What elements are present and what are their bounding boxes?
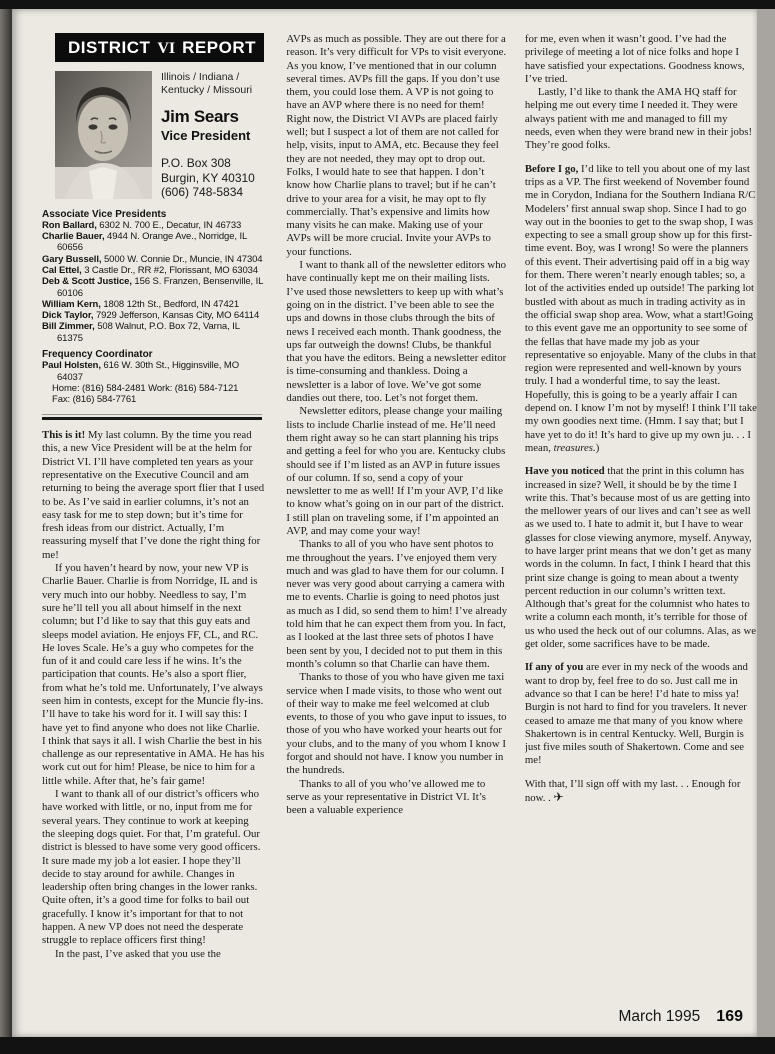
vp-info-block bbox=[55, 71, 264, 200]
frequency-contact-line: Fax: (816) 584-7761 bbox=[52, 394, 137, 406]
text-column-2 bbox=[286, 33, 508, 1037]
page-columns bbox=[12, 9, 757, 1037]
vp-text-block bbox=[161, 71, 264, 200]
paragraph: With that, I’ll sign off with my last. . . Enough for now. . ✈ bbox=[524, 777, 741, 805]
column-left bbox=[42, 33, 264, 1037]
officer-entry: Cal Ettel, 3 Castle Dr., RR #2, Florissant, MO 63034 bbox=[42, 264, 259, 276]
paragraph: If you haven’t heard by now, your new VP is Charlie Bauer. Charlie is from Norridge, IL and is very much into our hobby. Needless to say, I’m sure he’ll tell you all about himself in the next column; but I’d like to say that this guy eats and sleeps model aviation. He enjoys FF, CL, and RC. He loves Scale. He’s a guy who competes for the fun of it and could care less if he wins. It’s the participation that counts. He’s also a sport flier, from what he’s told me. Unfortunately, I’ve always seen him in contests, except for the Muncie fly-ins. I’ll have to take his word for it. I will say this: I have yet to find anyone who does not like Charlie. I think that says it all. I wish Charlie the best in his challenge as our representative in AMA. He has his work cut out for him! Please, be nice to him for a little while. After that, he’s fair game! bbox=[42, 562, 265, 787]
officer-entry: Charlie Bauer, 4944 N. Orange Ave., Norridge, IL 60656 bbox=[42, 231, 247, 254]
paragraph: Thanks to those of you who have given me taxi service when I made visits, to those who went out of their way to make me feel welcomed at club events, to those of you who gave input to issues, to those of you who have worked your hearts out for your clubs, and to the many of you whom I know I forgot and should not have. I know you number in the hundreds. bbox=[286, 671, 507, 777]
officer-entry: Dick Taylor, 7929 Jefferson, Kansas City, MO 64114 bbox=[42, 310, 260, 322]
vp-name: Jim Sears bbox=[161, 107, 239, 126]
address-line: P.O. Box 308 bbox=[161, 156, 231, 170]
paragraph: Newsletter editors, please change your mailing lists to include Charlie instead of me. He’ll need them right away so he can start planning his trips and getting a feel for who you are. Kentucky clubs should see if I’m listed as an AVP in future issues of our column. If so, send a copy of your newsletter to me as well! If I’m your AVP, I’d like to know what’s going on in our part of the district. I still plan on traveling some, if I’m appointed an AVP, and may come your way! bbox=[286, 405, 506, 537]
officer-entry: Paul Holsten, 616 W. 30th St., Higginsville, MO 64037 bbox=[42, 360, 239, 383]
scan-bottom-border bbox=[0, 1037, 775, 1054]
section-divider bbox=[42, 414, 262, 421]
scan-left-edge bbox=[0, 9, 12, 1037]
region-label: Illinois / Indiana / Kentucky / Missouri bbox=[161, 71, 253, 96]
officer-entry: Gary Bussell, 5000 W. Connie Dr., Muncie, IN 47304 bbox=[42, 253, 263, 265]
paragraph: Have you noticed that the print in this column has increased in size? Well, it should be by the time I write this. That’s because most of us are getting into the mellower years of our lives and can’t see as well as we used to. I hate to admit it, but I have to wear glasses for close viewing anymore, myself. Anyway, to have larger print means that we don’t get as many words in the column. In fact, I think I heard that this print size change is going to mean about a twenty percent reduction in our column’s written text. Although that’s great for the columnist who hates to write a column each month, it’s terrible for those of us who used the heck out of our columns. Alas, as we get older, some sacrifices have to be made. bbox=[524, 465, 757, 651]
paragraph: If any of you are ever in my neck of the woods and want to drop by, feel free to do so. Just call me in advance so that I can be here! I’d hate to miss ya! Burgin is not hard to find for you travelers. It never ceased to amaze me that many of you know where Shakertown is in central Kentucky. Well, Burgin is just five miles south of Shakertown. Come and see me! bbox=[524, 661, 748, 767]
address-line: (606) 748-5834 bbox=[161, 185, 244, 199]
paragraph: Thanks to all of you who have sent photos to me throughout the years. I’ve enjoyed them very much and was glad to have them for our column. I never was very good about carrying a camera with me to events. Charlie is going to need photos just as much as I did, so send them to him! I’ve already told him that he can expect them from you. In fact, as I looked at the last three sets of photos I have been sent by you, I decided not to put them in this month’s column so that Charlie can have them. bbox=[286, 538, 508, 670]
banner-word-vi: VI bbox=[157, 40, 176, 57]
frequency-heading: Frequency Coordinator bbox=[42, 349, 153, 361]
paragraph: Thanks to all of you who’ve allowed me to serve as your representative in District VI. It’s been a valuable experience bbox=[286, 777, 486, 817]
avp-heading: Associate Vice Presidents bbox=[42, 208, 167, 220]
officer-entry: William Kern, 1808 12th St., Bedford, IN 47421 bbox=[42, 298, 240, 310]
paragraph: In the past, I’ve asked that you use the bbox=[55, 947, 221, 960]
page-footer bbox=[618, 1008, 743, 1026]
officer-entry: Ron Ballard, 6302 N. 700 E., Decatur, IN 46733 bbox=[42, 219, 242, 231]
paragraph: for me, even when it wasn’t good. I’ve had the privilege of meeting a lot of nice folks and hope I have satisfied your expectations. Goodness knows, I’ve tried. bbox=[524, 33, 745, 85]
frequency-list bbox=[42, 360, 264, 405]
footer-issue-date: March 1995 bbox=[618, 1008, 701, 1025]
banner-word-report: REPORT bbox=[182, 38, 256, 57]
text-column-1 bbox=[42, 429, 264, 1037]
paragraph: This is it! My last column. By the time you read this, a new Vice President will be at the helm for District VI. I’ll have completed ten years as your representative on the Executive Council and am returning to being the average sport flier that I used to be. As I’ve said in earlier columns, it’s not an easy task for me to step down; but it’s time for fresh ideas from our district. Actually, I’m reassuring myself that I’ve done the right thing for me! bbox=[42, 429, 265, 561]
banner-word-district: DISTRICT bbox=[67, 38, 151, 57]
avp-list bbox=[42, 220, 264, 344]
magazine-page bbox=[12, 9, 757, 1037]
vp-photo bbox=[55, 71, 152, 199]
scan-top-border bbox=[0, 0, 775, 9]
address-line: Burgin, KY 40310 bbox=[161, 170, 255, 185]
officer-entry: Bill Zimmer, 508 Walnut, P.O. Box 72, Varna, IL 61375 bbox=[42, 321, 240, 344]
text-column-3 bbox=[525, 33, 757, 1037]
paragraph: I want to thank all of our district’s officers who have worked with little, or no, input from me for several years. They continue to work at keeping the sleeping dogs quiet. For that, I’m grateful. Our district is blessed to have some very good officers. It sure made my job a lot easier. I hope they’ll decide to stay around for awhile. Changes in leadership often bring changes in the lower ranks. Quite often, it’s a good time for folks to bail out gracefully. I know it’s important for that to not happen. A new VP does not need the desperate struggle to replace officers first thing! bbox=[42, 788, 261, 947]
officer-entry: Deb & Scott Justice, 156 S. Franzen, Bensenville, IL 60106 bbox=[42, 276, 263, 299]
paragraph: AVPs as much as possible. They are out there for a reason. It’s very difficult for VPs to visit everyone. As you know, I’ve mentioned that in our column several times. AVPs fill the gaps. If you don’t use them, you could lose them. A VP is not going to have an AVP where there is no need for them! Right now, the District VI AVPs are placed fairly well; but I suspect a lot of them are not called for help, visits, input to AMA, etc. Because they feel they are not needed, they may opt to drop out. Folks, I would hate to see that happen. I don’t know how Charlie plans to travel; but if he can’t drive to your area for a visit, he may opt to fly commercially. That’s expensive and limits how many visits he can make. Making use of your AVPs will be more crucial. Invite your AVPs to your functions. bbox=[286, 33, 507, 258]
footer-page-number: 169 bbox=[716, 1008, 743, 1025]
paragraph: Lastly, I’d like to thank the AMA HQ staff for helping me out every time I needed it. They were always patient with me and managed to fill my needs, even when they were brand new in their jobs! They’re good folks. bbox=[524, 86, 753, 152]
vp-title: Vice President bbox=[161, 128, 251, 143]
frequency-contact-line: Home: (816) 584-2481 Work: (816) 584-7121 bbox=[52, 382, 239, 394]
vp-address bbox=[161, 156, 264, 200]
report-banner bbox=[55, 33, 264, 62]
paragraph: Before I go, I’d like to tell you about one of my last trips as a VP. The first weekend of November found me in Corydon, Indiana for the Southern Indiana R/C Modelers’ first annual swap shop. Since I had to go way out in the boonies to get to the swap shop, I was expecting to see a small group show up for this first-time event. Boy, was I wrong! So were the planners of this event. Their advertising paid off in a big way for them. There weren’t nearly enough tables; so, a lot of the activities ended up outside! The parking lot bustled with about as much in trading activity as in the official swap shop area. Wow, what a start!Going to this event gave me an opportunity to see some of the fellas that have made my job as your representative so enjoyable. Many of the clubs in that region were represented and well-known by yours truly. I had a wonderful time, to say the least. Hopefully, this is going to be a yearly affair I can depend on. I know I’m not by myself! I think I’ll take my own goodies next time. (Hmm. I say that; but I have yet to do it! It’s hard to give up my own ju. . . I mean, treasures.) bbox=[524, 162, 757, 454]
officers-section bbox=[42, 209, 264, 406]
paragraph: I want to thank all of the newsletter editors who have continually kept me on their mailing lists. I’ve used those newsletters to keep up with what’s going on in the district. I’ve been able to see the ups and downs in those clubs through the bits of news I received each month. Thank goodness, the ups far outweigh the downs! Clubs, be thankful that you have the editors. Being a newsletter editor is time-consuming and thankless. Doing a newsletter is a labor of love. We’ve got some dandies out there, too. Let’s not forget them. bbox=[286, 259, 507, 405]
airplane-icon: ✈ bbox=[553, 790, 564, 805]
